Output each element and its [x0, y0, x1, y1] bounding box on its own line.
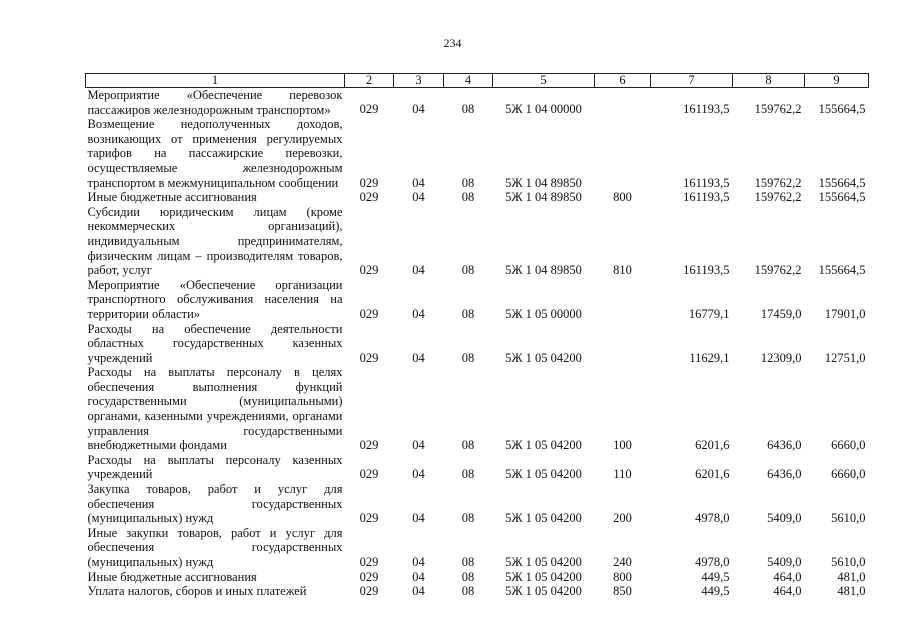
cell-ministry-code: 029 [359, 438, 379, 453]
cell-amount-year1: 161193,5 [683, 175, 730, 190]
cell-amount-year3: 155664,5 [818, 175, 866, 190]
cell-target-article: 5Ж 1 04 89850 [505, 263, 582, 278]
cell-target-article: 5Ж 1 05 04200 [505, 350, 582, 365]
cell-target-article: 5Ж 1 05 04200 [505, 555, 582, 569]
table-row [86, 365, 869, 453]
table-row [86, 88, 869, 118]
row-description: Иные закупки товаров, работ и услуг для обеспечения государственных (муниципальных) нужд [87, 525, 343, 569]
header-col-2: 2 [345, 74, 394, 88]
cell-ministry-code: 029 [359, 467, 379, 482]
table-row [86, 453, 869, 482]
table-body [86, 88, 869, 599]
cell-amount-year2: 6436,0 [767, 438, 802, 453]
cell-subsection: 08 [461, 438, 475, 453]
cell-subsection: 08 [461, 555, 475, 569]
cell-amount-year1: 449,5 [701, 584, 730, 599]
row-description: Иные бюджетные ассигнования [87, 190, 257, 205]
cell-section: 04 [412, 467, 425, 482]
cell-subsection: 08 [461, 190, 475, 205]
cell-amount-year2: 159762,2 [754, 102, 802, 116]
cell-subsection: 08 [461, 511, 475, 526]
header-col-3: 3 [394, 74, 444, 88]
budget-table [85, 73, 869, 599]
cell-ministry-code: 029 [359, 190, 379, 205]
cell-expense-type: 110 [613, 467, 632, 482]
cell-amount-year3: 17901,0 [824, 306, 866, 321]
cell-amount-year2: 464,0 [773, 584, 802, 599]
cell-amount-year2: 6436,0 [767, 467, 802, 482]
header-col-4: 4 [444, 74, 493, 88]
cell-amount-year2: 159762,2 [754, 175, 802, 190]
table-row [86, 526, 869, 570]
cell-amount-year3: 155664,5 [818, 190, 866, 205]
cell-section: 04 [412, 555, 425, 569]
cell-expense-type: 850 [613, 584, 632, 599]
table-row [86, 570, 869, 585]
cell-amount-year3: 5610,0 [831, 511, 866, 526]
cell-section: 04 [412, 350, 425, 365]
cell-amount-year1: 16779,1 [688, 306, 730, 321]
cell-target-article: 5Ж 1 05 04200 [505, 511, 582, 526]
cell-expense-type [595, 278, 651, 322]
cell-amount-year3: 5610,0 [831, 555, 866, 569]
cell-target-article: 5Ж 1 05 04200 [505, 467, 582, 482]
cell-amount-year1: 6201,6 [695, 438, 730, 453]
cell-ministry-code: 029 [359, 511, 379, 526]
cell-subsection: 08 [461, 584, 475, 599]
table-row [86, 322, 869, 366]
cell-target-article: 5Ж 1 04 89850 [505, 190, 582, 205]
cell-amount-year3: 6660,0 [831, 438, 866, 453]
table-row [86, 205, 869, 278]
cell-amount-year3: 155664,5 [818, 102, 866, 116]
cell-amount-year1: 6201,6 [695, 467, 730, 482]
table-row [86, 482, 869, 526]
row-description: Субсидии юридическим лицам (кроме некоммерческих организаций), индивидуальным предпринимателям, физическим лицам – производителям товаров, работ, услуг [87, 204, 343, 278]
cell-amount-year1: 11629,1 [689, 350, 730, 365]
cell-target-article: 5Ж 1 04 89850 [505, 175, 582, 190]
cell-amount-year3: 481,0 [837, 584, 866, 599]
cell-subsection: 08 [461, 263, 475, 278]
header-col-7: 7 [651, 74, 733, 88]
cell-section: 04 [412, 584, 425, 599]
cell-amount-year3: 6660,0 [831, 467, 866, 482]
cell-amount-year1: 4978,0 [695, 511, 730, 526]
table-header [86, 74, 869, 88]
table-row [86, 278, 869, 322]
cell-amount-year2: 159762,2 [754, 263, 802, 278]
cell-ministry-code: 029 [359, 102, 379, 116]
cell-target-article: 5Ж 1 05 00000 [505, 306, 582, 321]
cell-amount-year3: 155664,5 [818, 263, 866, 278]
cell-ministry-code: 029 [359, 306, 379, 321]
cell-amount-year1: 4978,0 [695, 555, 730, 569]
cell-amount-year1: 161193,5 [683, 102, 730, 116]
cell-subsection: 08 [461, 175, 475, 190]
cell-amount-year3: 12751,0 [824, 350, 866, 365]
cell-expense-type [595, 322, 651, 366]
page-number: 234 [443, 36, 462, 50]
cell-target-article: 5Ж 1 04 00000 [505, 102, 582, 116]
cell-section: 04 [412, 175, 425, 190]
cell-ministry-code: 029 [359, 175, 379, 190]
cell-subsection: 08 [461, 102, 475, 116]
cell-ministry-code: 029 [359, 569, 379, 584]
header-col-8: 8 [733, 74, 805, 88]
cell-section: 04 [412, 511, 425, 526]
cell-amount-year2: 17459,0 [760, 306, 802, 321]
cell-amount-year1: 161193,5 [683, 190, 730, 205]
cell-target-article: 5Ж 1 05 04200 [505, 584, 582, 599]
row-description: Уплата налогов, сборов и иных платежей [87, 584, 307, 599]
cell-expense-type: 800 [613, 569, 632, 584]
cell-amount-year2: 464,0 [773, 569, 802, 584]
row-description: Возмещение недополученных доходов, возникающих от применения регулируемых тарифов на пассажирские перевозки, осуществляемые железнодорожным транспортом в межмуниципальном сообщении [87, 117, 343, 190]
cell-amount-year1: 449,5 [701, 569, 730, 584]
cell-subsection: 08 [461, 350, 475, 365]
cell-target-article: 5Ж 1 05 04200 [505, 569, 582, 584]
cell-amount-year2: 5409,0 [767, 511, 802, 526]
cell-amount-year2: 12309,0 [760, 350, 802, 365]
header-col-1: 1 [86, 74, 345, 88]
table-row [86, 117, 869, 190]
cell-amount-year3: 481,0 [837, 569, 866, 584]
row-description: Закупка товаров, работ и услуг для обеспечения государственных (муниципальных) нужд [87, 482, 343, 526]
cell-section: 04 [412, 190, 425, 205]
cell-subsection: 08 [461, 306, 475, 321]
cell-section: 04 [412, 306, 425, 321]
cell-expense-type: 200 [613, 511, 632, 526]
row-description: Иные бюджетные ассигнования [87, 569, 257, 584]
cell-expense-type [595, 117, 651, 190]
header-col-9: 9 [805, 74, 869, 88]
cell-expense-type: 240 [613, 555, 632, 569]
cell-subsection: 08 [461, 467, 475, 482]
header-col-5: 5 [493, 74, 595, 88]
cell-expense-type: 800 [613, 190, 632, 205]
table-row [86, 584, 869, 599]
cell-ministry-code: 029 [359, 263, 379, 278]
row-description: Мероприятие «Обеспечение перевозок пассажиров железнодорожным транспортом» [87, 88, 343, 117]
cell-section: 04 [412, 438, 425, 453]
row-description: Расходы на выплаты персоналу в целях обеспечения выполнения функций государственными (муниципальными) органами, казенными учреждениями, органами управления государственными внебюджетными фондами [87, 365, 343, 453]
cell-amount-year2: 5409,0 [767, 555, 802, 569]
cell-amount-year1: 161193,5 [683, 263, 730, 278]
row-description: Расходы на выплаты персоналу казенных учреждений [87, 452, 343, 482]
header-col-6: 6 [595, 74, 651, 88]
cell-expense-type [595, 88, 651, 118]
cell-ministry-code: 029 [359, 555, 379, 569]
cell-ministry-code: 029 [359, 350, 379, 365]
cell-expense-type: 810 [613, 263, 632, 278]
row-description: Расходы на обеспечение деятельности областных государственных казенных учреждений [87, 321, 343, 365]
cell-section: 04 [412, 569, 425, 584]
cell-expense-type: 100 [613, 438, 632, 453]
cell-target-article: 5Ж 1 05 04200 [505, 438, 582, 453]
cell-ministry-code: 029 [359, 584, 379, 599]
cell-amount-year2: 159762,2 [754, 190, 802, 205]
header-row [86, 74, 869, 88]
cell-section: 04 [412, 102, 425, 116]
cell-section: 04 [412, 263, 425, 278]
table-row [86, 190, 869, 205]
cell-subsection: 08 [461, 569, 475, 584]
row-description: Мероприятие «Обеспечение организации транспортного обслуживания населения на территории области» [87, 277, 343, 321]
